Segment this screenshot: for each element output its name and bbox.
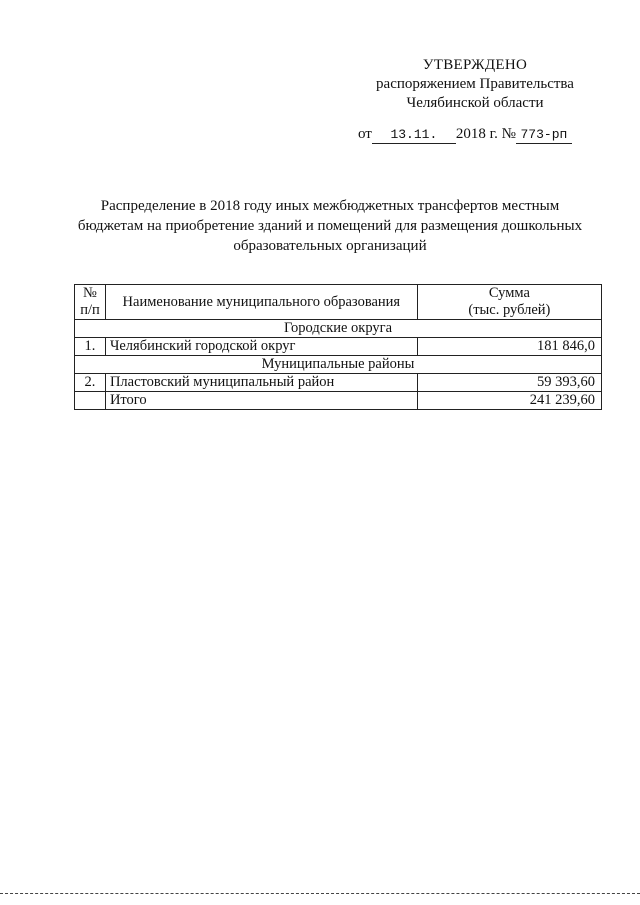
document-heading bbox=[60, 196, 600, 256]
order-year: 2018 г. bbox=[455, 126, 498, 142]
group-title: Городские округа bbox=[75, 320, 602, 338]
group-row bbox=[75, 320, 602, 338]
distribution-table bbox=[74, 284, 602, 410]
table-row bbox=[75, 374, 602, 392]
header-sum bbox=[417, 285, 601, 320]
row-num: 1. bbox=[75, 338, 106, 356]
header-num: № п/п bbox=[75, 285, 106, 320]
row-sum: 181 846,0 bbox=[417, 338, 601, 356]
order-reference bbox=[358, 126, 572, 144]
group-row bbox=[75, 356, 602, 374]
order-prefix: от bbox=[358, 126, 372, 142]
approval-title: УТВЕРЖДЕНО bbox=[422, 57, 528, 73]
row-num: 2. bbox=[75, 374, 106, 392]
approval-line-1: распоряжением Правительства bbox=[376, 76, 574, 92]
total-row bbox=[75, 392, 602, 410]
row-sum: 59 393,60 bbox=[417, 374, 601, 392]
row-name: Пластовский муниципальный район bbox=[105, 374, 417, 392]
heading-line-2: бюджетам на приобретение зданий и помещений для размещения дошкольных bbox=[77, 218, 583, 234]
table-header-row bbox=[75, 285, 602, 320]
approval-line-2: Челябинской области bbox=[406, 95, 544, 111]
order-number-sign: № bbox=[501, 126, 516, 142]
heading-line-1: Распределение в 2018 году иных межбюджетных трансфертов местным bbox=[100, 198, 560, 214]
row-name: Челябинский городской округ bbox=[105, 338, 417, 356]
header-name: Наименование муниципального образования bbox=[105, 285, 417, 320]
total-num bbox=[75, 392, 106, 410]
header-sum-title: Сумма bbox=[488, 285, 530, 301]
group-title: Муниципальные районы bbox=[75, 356, 602, 374]
page-bottom-divider bbox=[0, 893, 640, 894]
approval-block bbox=[360, 56, 590, 113]
total-label: Итого bbox=[105, 392, 417, 410]
header-sum-unit: (тыс. рублей) bbox=[468, 302, 551, 318]
order-date: 13.11. bbox=[372, 127, 456, 144]
heading-line-3: образовательных организаций bbox=[233, 238, 427, 254]
table-row bbox=[75, 338, 602, 356]
order-number: 773-рп bbox=[516, 127, 572, 144]
total-sum: 241 239,60 bbox=[417, 392, 601, 410]
